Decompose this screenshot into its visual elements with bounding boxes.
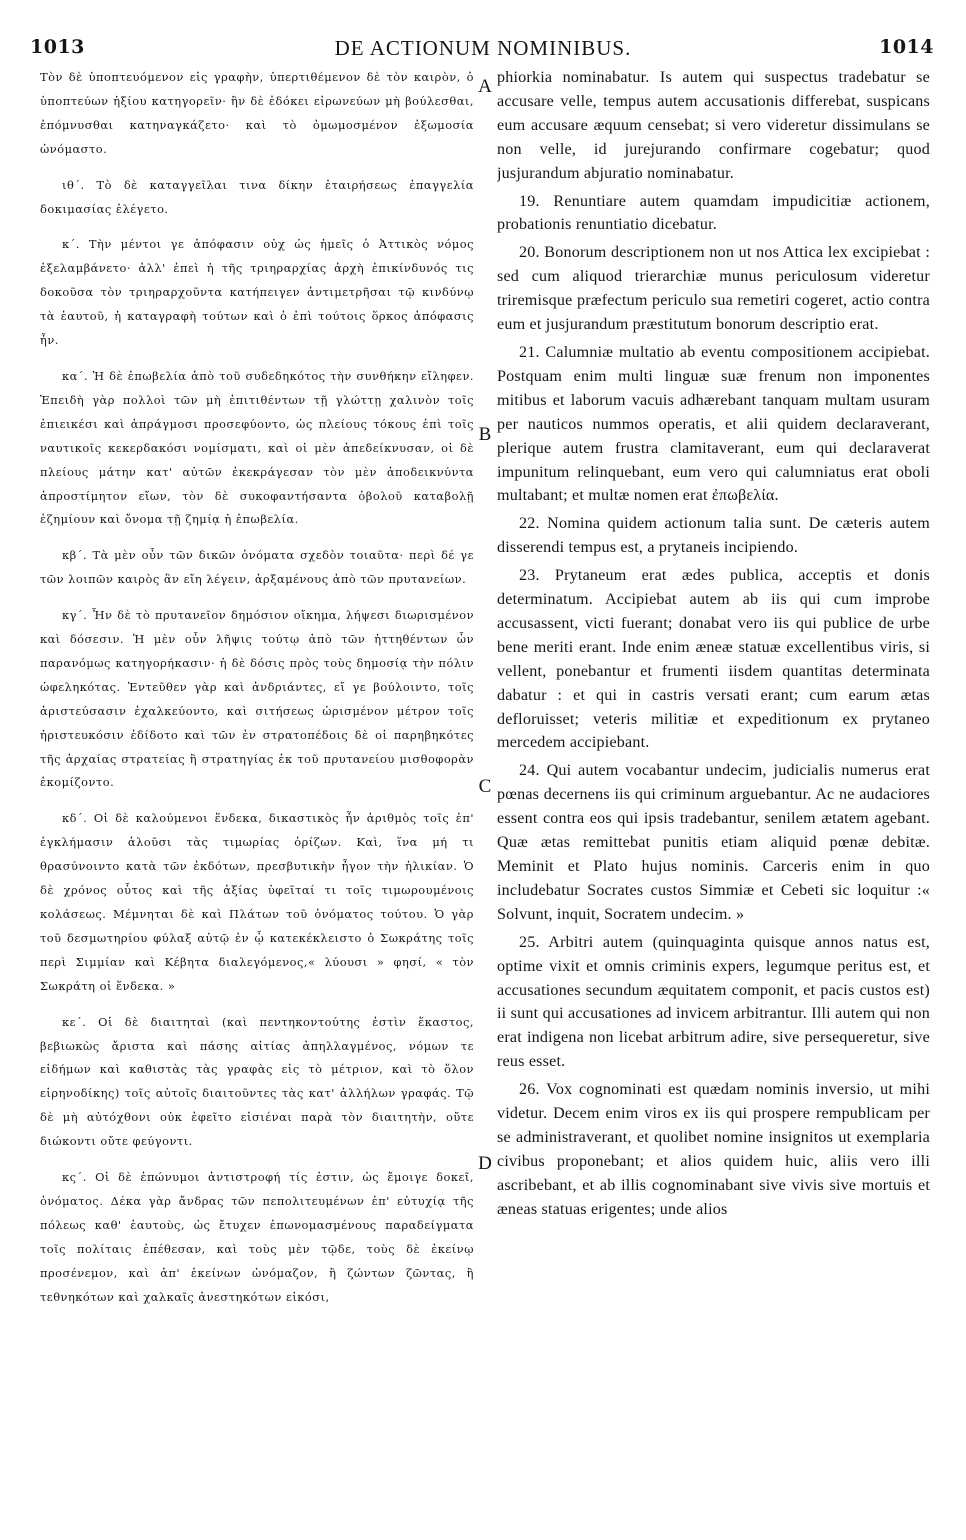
latin-paragraph: 25. Arbitri autem (quinquaginta quisque annos natus est, optime vixit et omnis criminis expers, legumque peritus est, et accusationes secundum æquitatem componit, et pacis custos est) ii sunt qui accusationes ad invicem arbitrantur. Illi autem qui non erat indigena non licebat arbitrum adire, sive persequeretur, sive reus esset.: [497, 933, 930, 1071]
greek-paragraph: κα΄. Ἡ δὲ ἐπωβελία ἀπὸ τοῦ συδεδηκότος τὴν συνθήκην εἴληφεν. Ἐπειδὴ γὰρ πολλοὶ τῶν μὴ ἐπιτιθέντων τῇ γλώττῃ χαλινὸν τοῖς ἐπιεικέσι καὶ ἀπράγμοσι προσεφύοντο, ὡς πλείους τόκους ἐπὶ τοῖς ναυτικοῖς κεκερδακόσι νομίσματι, καὶ οἱ μὲν ἀπεδείκνυσαν, οἱ δὲ πλείους μάτην κατ' αὐτῶν ἐκεκράγεσαν τὸν μὲν ἀποδεικνύντα ἀπροστίμητον εἴων, τὸν δὲ συκοφαντήσαντα ὀβολοῦ καταβολῇ ἐζημίουν καὶ ὄνομα τῇ ζημίᾳ ἡ ἐπωβελία.: [40, 368, 474, 527]
latin-paragraph: 21. Calumniæ multatio ab eventu compositionem accipiebat. Postquam enim multi linguæ suæ frenum non imponentes mitibus et laborum vacuis adhærebant tanquam multam usuram per nauticos nummos operatis, et alii quidem declaraverant, plerique autem frustra clamitaverant, eum qui declaraverat impunitum relinquebant, eum vero qui calumniatus erat oboli multabant; et multæ nomen erat ἐπωβελία.: [497, 343, 930, 505]
greek-paragraph: κ΄. Τὴν μέντοι γε ἀπόφασιν οὐχ ὡς ἡμεῖς ὁ Ἀττικὸς νόμος ἐξελαμβάνετο· ἀλλ' ἐπεὶ ἡ τῆς τριηραρχίας ἀρχὴ ἐπικίνδυνός τις δοκοῦσα τὸν τριηραρχοῦντα κατήπειγεν ἀντιμετρῆσαι τῷ κινδύνῳ τὰ ἑαυτοῦ, ἡ καταγραφὴ τούτων καὶ ὁ ἐπὶ τούτοις ὅρκος ἀπόφασις ἦν.: [40, 237, 474, 348]
greek-paragraph: κς΄. Οἱ δὲ ἐπώνυμοι ἀντιστροφή τίς ἐστιν, ὡς ἔμοιγε δοκεῖ, ὀνόματος. Δέκα γὰρ ἄνδρας τῶν πεπολιτευμένων ἐπ' εὐτυχίᾳ τῆς πόλεως καθ' ἑαυτοὺς, ὡς ἔτυχεν ἐπωνομασμένους παραδείγματα τοῖς πολίταις ἐπέθεσαν, καὶ τοὺς μὲν τῷδε, τοὺς δὲ ἐκείνῳ προσένεμον, καὶ ἀπ' ἐκείνων ὠνόμαζον, ἢ ζώντων ζῶντας, ἢ τεθνηκότων καὶ χαλκαῖς ἀνεστηκότων εἰκόσι,: [40, 1170, 474, 1304]
greek-paragraph: κβ΄. Τὰ μὲν οὖν τῶν δικῶν ὀνόματα σχεδὸν τοιαῦτα· περὶ δέ γε τῶν λοιπῶν καιρὸς ἂν εἴη λέγειν, ἀρξαμένους ἀπὸ τῶν πρυτανείων.: [40, 548, 474, 587]
section-marker-b: B: [478, 424, 492, 445]
section-marker-c: C: [478, 776, 492, 797]
section-marker-d: D: [478, 1153, 492, 1174]
latin-paragraph: 23. Prytaneum erat ædes publica, acceptis et donis determinatum. Accipiebat autem ab iis qui cum improbe accusassent, victi fuerant; donabat vero iis qui publice de urbe bene meriti erant. Inde enim æneæ statuæ excellentibus viris, si vellent, ponebantur et frumenti iisdem quantitas determinata dabatur : et qui in castris versati erant; cum earum ætas defloruisset; veteris militiæ et expeditionum ex prytaneo mercedem accipiebant.: [497, 567, 930, 752]
latin-paragraph: 20. Bonorum descriptionem non ut nos Attica lex excipiebat : sed cum aliquod trierarchiæ munus periculosum videretur triremisque præfectum periculo sua remetiri cogeret, actio contra eum et jusjurandum præstitutum bonorum descriptio erat.: [497, 244, 930, 334]
greek-column: [40, 66, 474, 1536]
greek-paragraph: κδ΄. Οἱ δὲ καλούμενοι ἕνδεκα, δικαστικὸς ἦν ἀριθμὸς τοῖς ἐπ' ἐγκλήμασιν ἁλοῦσι τὰς τιμωρίας ὁρίζων. Καὶ, ἵνα μή τι θρασύνοιντο κατὰ τῶν ἐκδότων, πρεσβυτικὴν ἦγον τὴν ἡλικίαν. Ὁ δὲ χρόνος οὗτος καὶ τῆς ἀξίας ὑφεῖταί τι τοῖς τιμωρουμένοις κολάσεως. Μέμνηται δὲ καὶ Πλάτων τοῦ ὀνόματος τούτου. Ὁ γὰρ τοῦ δεσμωτηρίου φύλαξ αὐτῷ ἐν ᾧ κατεκέκλειστο ὁ Σωκράτης τοῖς περὶ Σιμμίαν καὶ Κέβητα διαλεγόμενος,« λύουσι » φησί, « τὸν Σωκράτη οἱ ἕνδεκα. »: [40, 811, 474, 993]
latin-paragraph: 24. Qui autem vocabantur undecim, judicialis numerus erat pœnas decernens iis qui criminum arguebantur. Ac ne audaciores essent contra eos qui ipsis tradebantur, senilem ætatem agebant. Quæ ætas remittebat punitis etiam aliquid pœnæ debitæ. Meminit et Plato hujus nominis. Carceris enim in quo includebatur Socrates custos Simmiæ et Cebeti sic loquitur :« Solvunt, inquit, Socratem undecim. »: [497, 762, 930, 923]
greek-paragraph: κγ΄. Ἦν δὲ τὸ πρυτανεῖον δημόσιον οἴκημα, λήψεσι διωρισμένον καὶ δόσεσιν. Ἡ μὲν οὖν λῆψις τούτῳ ἀπὸ τῶν ἡττηθέντων ὧν παρανόμως κατηγορήκασιν· ἡ δὲ δόσις πρὸς τοὺς δημοσίᾳ τὴν πόλιν ὠφεληκότας. Ἐντεῦθεν γὰρ καὶ ἀνδριάντες, εἴ γε βούλοιντο, τοῖς ἀριστεύσασιν ἐχαλκεύοντο, καὶ σιτήσεως ὡρισμένον μέτρον τοῖς ἠριστευκόσιν ἐδίδοτο καὶ τῶν ἐν στρατοπέδοις δὲ οἱ παρηβηκότες τῆς ἀρχαίας στρατείας ἢ στρατηγίας ἐκ τοῦ πρυτανείου μισθοφορὰν ἐκομίζοντο.: [40, 608, 474, 790]
running-title: DE ACTIONUM NOMINIBUS.: [334, 36, 632, 60]
latin-paragraph: 19. Renuntiare autem quamdam impudicitiæ actionem, probationis renuntiatio dicebatur.: [497, 192, 930, 234]
greek-paragraph: Τὸν δὲ ὑποπτευόμενον εἰς γραφὴν, ὑπερτιθέμενον δὲ τὸν καιρὸν, ὁ ὑποπτεύων ἠξίου κατηγορεῖν· ἢν δὲ ἐδόκει εἰρωνεύων μὴ βούλεσθαι, ἐπόμνυσθαι κατηναγκάζετο· καὶ τὸ ὀμωμοσμένον ἐξωμοσία ὠνόμαστο.: [40, 70, 474, 156]
latin-paragraph: 22. Nomina quidem actionum talia sunt. De cæteris autem disserendi tempus est, a prytaneis incipiendo.: [497, 515, 930, 557]
greek-paragraph: ιθ΄. Τὸ δὲ καταγγεῖλαι τινα δίκην ἑταιρήσεως ἐπαγγελία δοκιμασίας ἐλέγετο.: [40, 177, 474, 216]
latin-paragraph: phiorkia nominabatur. Is autem qui suspectus tradebatur se accusare velle, tempus autem accusationis differebat, suspicans eum accusare æquum censebat; si vero videretur dissimulans se non velle, id jurejurando confirmare cogebatur; quod jusjurandum abjuratio nominabatur.: [497, 69, 930, 182]
section-marker-a: A: [478, 76, 492, 97]
page-number-left: 1013: [30, 36, 85, 58]
greek-paragraph: κε΄. Οἱ δὲ διαιτηταὶ (καὶ πεντηκοντούτης ἐστὶν ἕκαστος, βεβιωκὼς ἄριστα καὶ πάσης αἰτίας ἀπηλλαγμένος, νόμων τε εἰδήμων καὶ καθιστὰς τὰς γραφὰς εἰς τὸ μέτριον, καὶ τὸ ὅλον εἰρηνοδίκης) τοῖς αὐτοῖς διαιτοῦντες τὰς κατ' ἀλλήλων γραφάς. Τῷ δὲ μὴ αὐτόχθονι οὐκ ἐφεῖτο εἰσιέναι παρὰ τὸν διαιτητὴν, οὔτε διώκοντι οὔτε φεύγοντι.: [40, 1014, 474, 1149]
latin-column: [497, 66, 930, 1536]
latin-paragraph: 26. Vox cognominati est quædam nominis inversio, ut mihi videtur. Decem enim viros ex iis qui prospere rempublicam per se administraverant, et quolibet nomine insignitos ut exemplaria civibus proponebant; et alios quidem huic, aliis vero illi ascribebant, et ab illis cognominabant sive vivis sive mortuis et æneas statuas erigentes; unde alios: [497, 1081, 930, 1218]
page-number-right: 1014: [879, 36, 934, 58]
page-header: [0, 0, 966, 62]
